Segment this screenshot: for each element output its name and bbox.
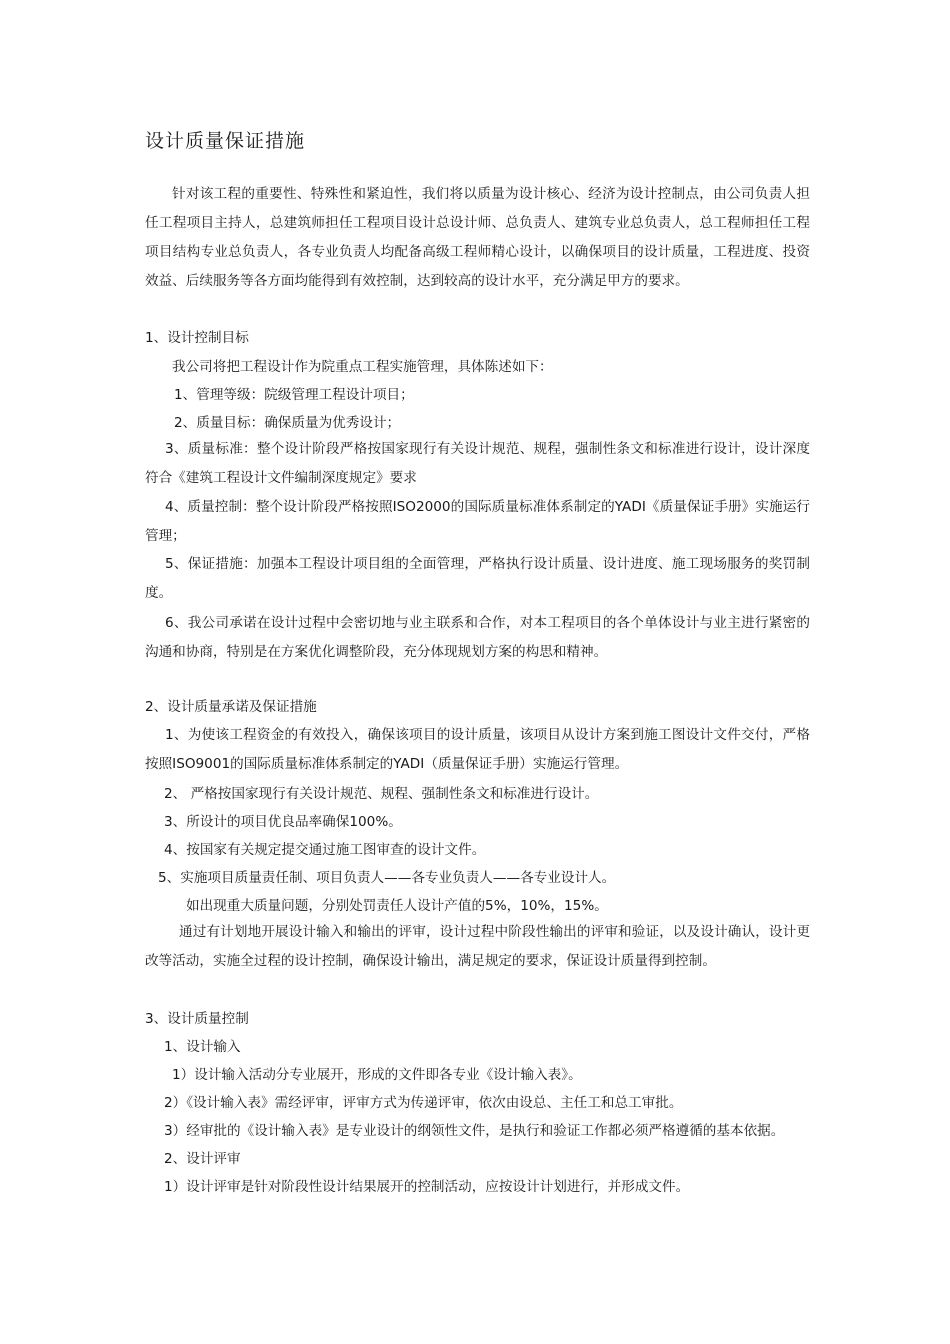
section3-sub1: 1、设计输入	[164, 1039, 241, 1055]
intro-paragraph: 针对该工程的重要性、特殊性和紧迫性，我们将以质量为设计核心、经济为设计控制点，由公司负责人担任工程项目主持人，总建筑师担任工程项目设计总设计师、总负责人、建筑专业总负责人，总工程师担任工程项目结构专业总负责人，各专业负责人均配备高级工程师精心设计，以确保项目的设计质量，工程进度、投资效益、后续服务等各方面均能得到有效控制，达到较高的设计水平，充分满足甲方的要求。	[145, 186, 810, 289]
section2-penalty: 如出现重大质量问题，分别处罚责任人设计产值的5%，10%，15%。	[186, 898, 608, 914]
section3-heading: 3、设计质量控制	[145, 1011, 249, 1027]
section1-item2: 2、质量目标：确保质量为优秀设计；	[174, 415, 401, 431]
section1-lead: 我公司将把工程设计作为院重点工程实施管理，具体陈述如下：	[172, 359, 553, 375]
section2-heading: 2、设计质量承诺及保证措施	[145, 699, 317, 715]
section3-sub2-item1: 1）设计评审是针对阶段性设计结果展开的控制活动，应按设计计划进行，并形成文件。	[164, 1179, 690, 1195]
section2-item3: 3、所设计的项目优良品率确保100%。	[164, 814, 402, 830]
section1-heading: 1、设计控制目标	[145, 330, 249, 346]
section3-sub1-item3: 3）经审批的《设计输入表》是专业设计的纲领性文件，是执行和验证工作都必须严格遵循的基本依据。	[164, 1123, 785, 1139]
section3-sub1-item2: 2）《设计输入表》需经评审，评审方式为传递评审，依次由设总、主任工和总工审批。	[164, 1095, 683, 1111]
section1-item1: 1、管理等级：院级管理工程设计项目；	[174, 387, 414, 403]
section2-item2: 2、 严格按国家现行有关设计规范、规程、强制性条文和标准进行设计。	[164, 786, 599, 802]
section2-item5: 5、实施项目质量责任制、项目负责人——各专业负责人——各专业设计人。	[158, 870, 616, 886]
section3-sub1-item1: 1）设计输入活动分专业展开，形成的文件即各专业《设计输入表》。	[172, 1067, 582, 1083]
section2-item1: 1、为使该工程资金的有效投入，确保该项目的设计质量，该项目从设计方案到施工图设计文件交付，严格按照ISO9001的国际质量标准体系制定的YADI（质量保证手册）实施运行管理。	[145, 727, 810, 772]
section1-item6: 6、我公司承诺在设计过程中会密切地与业主联系和合作，对本工程项目的各个单体设计与业主进行紧密的沟通和协商，特别是在方案优化调整阶段，充分体现规划方案的构思和精神。	[145, 615, 810, 660]
section2-item4: 4、按国家有关规定提交通过施工图审查的设计文件。	[164, 842, 486, 858]
section3-sub2: 2、设计评审	[164, 1151, 241, 1167]
section1-item4: 4、质量控制：整个设计阶段严格按照ISO2000的国际质量标准体系制定的YADI《质量保证手册》实施运行管理；	[145, 499, 810, 544]
section1-item3: 3、质量标准：整个设计阶段严格按国家现行有关设计规范、规程，强制性条文和标准进行设计，设计深度符合《建筑工程设计文件编制深度规定》要求	[145, 441, 810, 486]
section2-closing: 通过有计划地开展设计输入和输出的评审，设计过程中阶段性输出的评审和验证，以及设计确认，设计更改等活动，实施全过程的设计控制，确保设计输出，满足规定的要求，保证设计质量得到控制。	[145, 924, 810, 969]
section1-item5: 5、保证措施：加强本工程设计项目组的全面管理，严格执行设计质量、设计进度、施工现场服务的奖罚制度。	[145, 556, 810, 601]
page-title: 设计质量保证措施	[145, 130, 306, 152]
